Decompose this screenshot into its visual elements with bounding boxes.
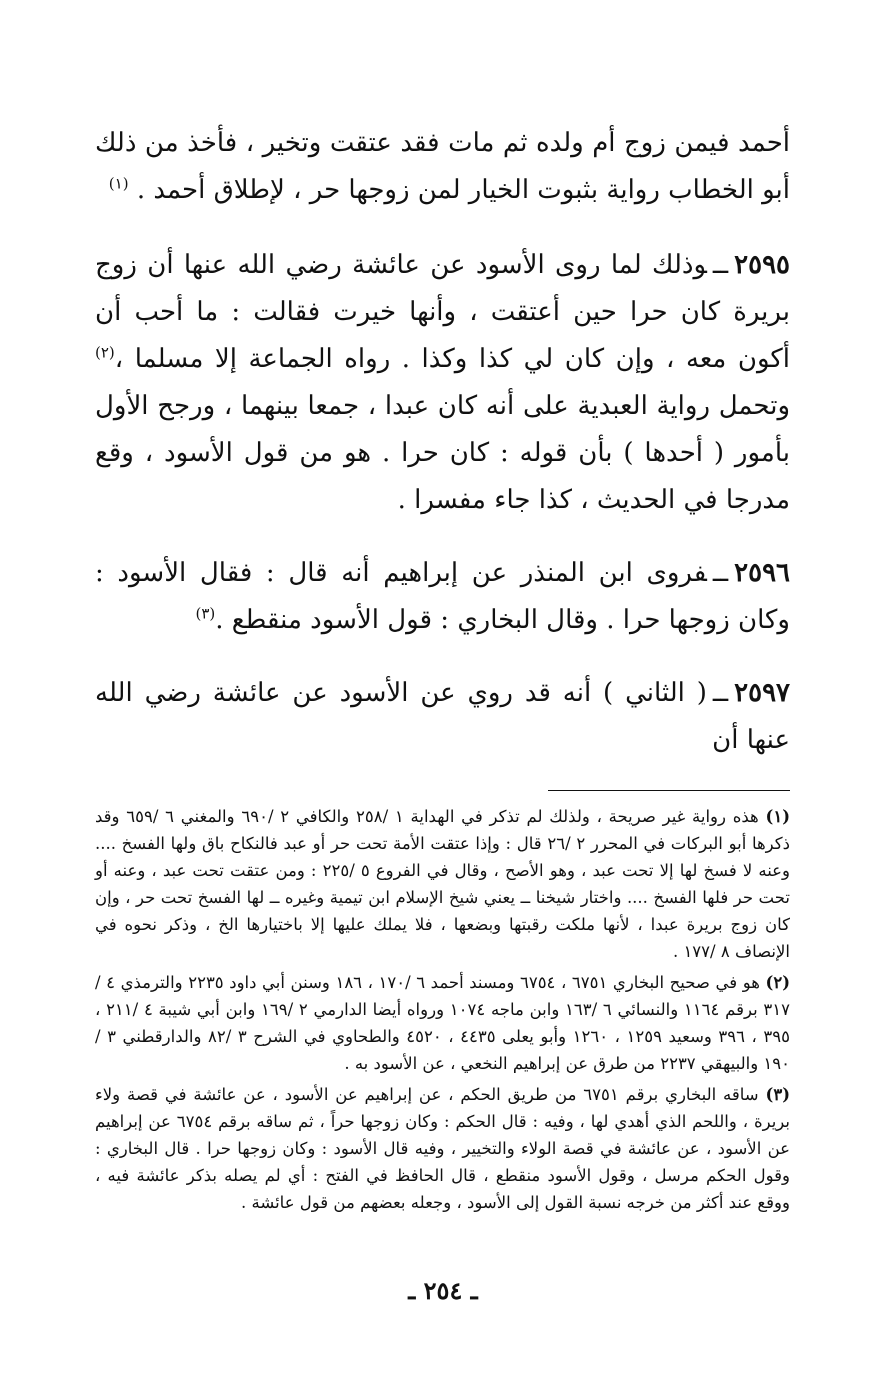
main-text — [95, 120, 790, 764]
footnote-3 — [95, 1081, 790, 1216]
footnote-mark: (١) — [765, 807, 790, 826]
footnotes — [95, 803, 790, 1216]
entry-number: ٢٥٩٦ — [734, 558, 790, 588]
entry-text: وذلك لما روى الأسود عن عائشة رضي الله عنها أن زوج بريرة كان حرا حين أعتقت ، وأنها خيرت فقالت : ما أحب أن أكون معه ، وإن كان لي كذا وكذا . رواه الجماعة إلا مسلما ، — [95, 250, 790, 374]
entry-dash: ــ — [712, 678, 729, 708]
footnote-mark: (٣) — [765, 1085, 790, 1104]
entry-number: ٢٥٩٧ — [734, 678, 790, 708]
entry-dash: ــ — [712, 558, 729, 588]
footnote-text: هو في صحيح البخاري ٦٧٥١ ، ٦٧٥٤ ومسند أحمد ٦ /١٧٠ ، ١٨٦ وسنن أبي داود ٢٢٣٥ والترمذي ٤ /٣١٧ برقم ١١٦٤ والنسائي ٦ /١٦٣ وابن ماجه ١٠٧٤ ورواه أيضا الدارمي ٢ /١٦٩ وابن أبي شيبة ٤ /٢١١ ، ٣٩٥ ، ٣٩٦ وسعيد ١٢٥٩ ، ١٢٦٠ وأبو يعلى ٤٤٣٥ ، ٤٥٢٠ والطحاوي في الشرح ٣ /٨٢ والدارقطني ٣ /١٩٠ والبيهقي ٢٢٣٧ من طرق عن إبراهيم النخعي ، عن الأسود به . — [95, 973, 791, 1073]
entry-text-continued: وتحمل رواية العبدية على أنه كان عبدا ، جمعا بينهما ، ورجح الأول بأمور ( أحدها ) بأن قوله : كان حرا . هو من قول الأسود ، وقع مدرجا في الحديث ، كذا جاء مفسرا . — [95, 391, 790, 515]
footnote-2 — [95, 969, 790, 1077]
footnote-separator — [548, 790, 790, 791]
page-body — [95, 120, 790, 1220]
entry-number: ٢٥٩٥ — [734, 250, 790, 280]
entry-2596 — [95, 550, 790, 644]
footnote-text: ساقه البخاري برقم ٦٧٥١ من طريق الحكم ، عن إبراهيم عن الأسود ، عن عائشة في قصة ولاء بريرة ، واللحم الذي أهدي لها ، وفيه : قال الحكم : وكان زوجها حراً ، ثم ساقه برقم ٦٧٥٤ عن إبراهيم عن الأسود ، عن عائشة في قصة الولاء والتخيير ، وفيه قال الأسود : وكان زوجها حرا . قال البخاري : وقول الحكم مرسل ، وقول الأسود منقطع ، قال الحافظ في الفتح : أي لم يصله بذكر عائشة فيه ، ووقع عند أكثر من خرجه نسبة القول إلى الأسود ، وجعله بعضهم من قول عائشة . — [95, 1085, 790, 1212]
entry-2597 — [95, 670, 790, 764]
intro-paragraph — [95, 120, 790, 214]
footnote-text: هذه رواية غير صريحة ، ولذلك لم تذكر في الهداية ١ /٢٥٨ والكافي ٢ /٦٩٠ والمغني ٦ /٦٥٩ وقد ذكرها أبو البركات في المحرر ٢ /٢٦ قال : وإذا عتقت الأمة تحت حر أو عبد فالنكاح باق ولها الفسخ .... وعنه لا فسخ لها إلا تحت عبد ، وهو الأصح ، وقال في الفروع ٥ /٢٢٥ : ومن عتقت تحت عبد ، وعنه أو تحت حر فلها الفسخ .... واختار شيخنا ــ يعني شيخ الإسلام ابن تيمية وغيره ــ لها الفسخ تحت حر ، وإن كان زوج بريرة عبدا ، لأنها ملكت رقبتها وبضعها ، فلا يملك عليها إلا باختيارها الخ ، وذكر نحوه في الإنصاف ٨ /١٧٧ . — [95, 807, 790, 961]
intro-text: أحمد فيمن زوج أم ولده ثم مات فقد عتقت وتخير ، فأخذ من ذلك أبو الخطاب رواية بثبوت الخيار لمن زوجها حر ، لإطلاق أحمد . — [95, 128, 790, 205]
footnote-1 — [95, 803, 790, 965]
entry-text: فروى ابن المنذر عن إبراهيم أنه قال : فقال الأسود : وكان زوجها حرا . وقال البخاري : قول الأسود منقطع . — [95, 558, 790, 635]
footnote-ref: (٢) — [95, 343, 115, 362]
footnote-ref: (٣) — [195, 604, 216, 623]
entry-2595 — [95, 242, 790, 524]
entry-text: ( الثاني ) أنه قد روي عن الأسود عن عائشة رضي الله عنها أن — [95, 678, 790, 755]
footnote-ref: (١) — [108, 174, 129, 193]
footnote-mark: (٢) — [765, 973, 790, 992]
entry-dash: ــ — [712, 250, 729, 280]
page-number: ـ ٢٥٤ ـ — [408, 1276, 478, 1305]
